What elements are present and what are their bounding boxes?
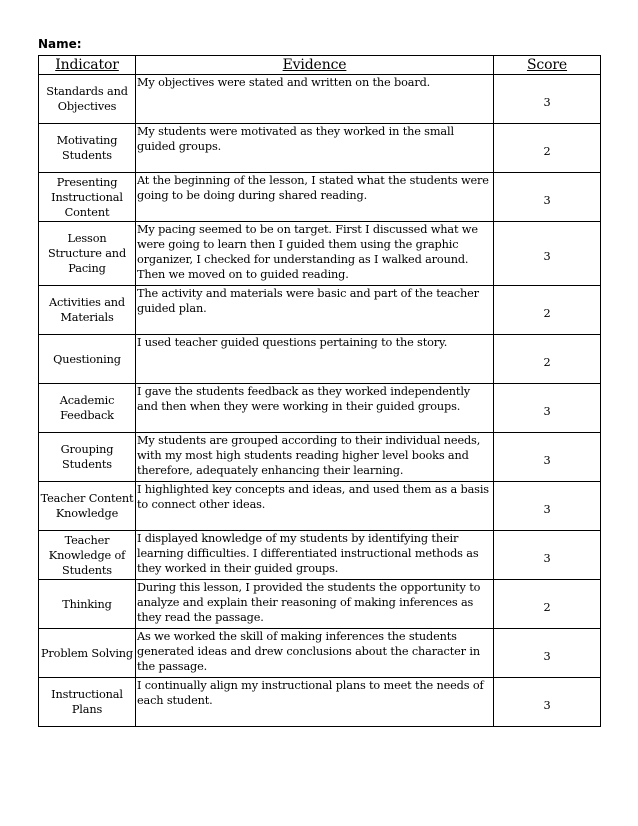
table-row [39, 482, 601, 531]
indicator-cell: Thinking [39, 580, 136, 629]
score-cell [494, 531, 601, 580]
indicator-cell: Instructional Plans [39, 678, 136, 727]
score-value: 3 [543, 95, 551, 109]
table-row [39, 629, 601, 678]
indicator-cell: Activities and Materials [39, 286, 136, 335]
score-value: 3 [543, 698, 551, 712]
evidence-cell: My objectives were stated and written on the board. [136, 75, 494, 124]
column-header-evidence: Evidence [136, 56, 494, 75]
rubric-table [38, 55, 601, 727]
score-cell [494, 580, 601, 629]
evidence-cell: At the beginning of the lesson, I stated what the students were going to be doing during shared reading. [136, 173, 494, 222]
table-row [39, 433, 601, 482]
indicator-cell: Grouping Students [39, 433, 136, 482]
evidence-cell: My students are grouped according to their individual needs, with my most high students reading higher level books and therefore, adequately enhancing their learning. [136, 433, 494, 482]
score-value: 2 [543, 306, 551, 320]
evidence-cell: I displayed knowledge of my students by identifying their learning difficulties. I differentiated instructional methods as they worked in their guided groups. [136, 531, 494, 580]
indicator-cell: Standards and Objectives [39, 75, 136, 124]
table-row [39, 286, 601, 335]
score-cell [494, 629, 601, 678]
evidence-cell: My pacing seemed to be on target. First I discussed what we were going to learn then I guided them using the graphic organizer, I checked for understanding as I walked around. Then we moved on to guided reading. [136, 222, 494, 286]
indicator-cell: Motivating Students [39, 124, 136, 173]
score-cell [494, 678, 601, 727]
evidence-cell: I used teacher guided questions pertaining to the story. [136, 335, 494, 384]
score-cell [494, 173, 601, 222]
evidence-cell: As we worked the skill of making inferences the students generated ideas and drew conclusions about the character in the passage. [136, 629, 494, 678]
name-label: Name: [38, 37, 82, 51]
table-row [39, 384, 601, 433]
score-cell [494, 286, 601, 335]
table-row [39, 580, 601, 629]
score-cell [494, 124, 601, 173]
indicator-cell: Teacher Content Knowledge [39, 482, 136, 531]
indicator-cell: Problem Solving [39, 629, 136, 678]
table-row [39, 75, 601, 124]
table-row [39, 335, 601, 384]
evidence-cell: I continually align my instructional plans to meet the needs of each student. [136, 678, 494, 727]
indicator-cell: Presenting Instructional Content [39, 173, 136, 222]
score-cell [494, 384, 601, 433]
score-value: 3 [543, 502, 551, 516]
score-value: 3 [543, 649, 551, 663]
indicator-cell: Academic Feedback [39, 384, 136, 433]
evidence-cell: I gave the students feedback as they worked independently and then when they were working in their guided groups. [136, 384, 494, 433]
column-header-indicator: Indicator [39, 56, 136, 75]
score-cell [494, 335, 601, 384]
score-cell [494, 222, 601, 286]
score-value: 3 [543, 453, 551, 467]
header-row [39, 56, 601, 75]
table-row [39, 678, 601, 727]
table-row [39, 173, 601, 222]
score-cell [494, 482, 601, 531]
evidence-cell: The activity and materials were basic and part of the teacher guided plan. [136, 286, 494, 335]
evidence-cell: My students were motivated as they worked in the small guided groups. [136, 124, 494, 173]
score-cell [494, 75, 601, 124]
score-value: 2 [543, 600, 551, 614]
score-value: 2 [543, 144, 551, 158]
table-row [39, 222, 601, 286]
score-value: 2 [543, 355, 551, 369]
indicator-cell: Teacher Knowledge of Students [39, 531, 136, 580]
column-header-score: Score [494, 56, 601, 75]
score-cell [494, 433, 601, 482]
score-value: 3 [543, 193, 551, 207]
table-row [39, 531, 601, 580]
table-row [39, 124, 601, 173]
indicator-cell: Lesson Structure and Pacing [39, 222, 136, 286]
indicator-cell: Questioning [39, 335, 136, 384]
score-value: 3 [543, 250, 551, 263]
score-value: 3 [543, 404, 551, 418]
evidence-cell: I highlighted key concepts and ideas, and used them as a basis to connect other ideas. [136, 482, 494, 531]
score-value: 3 [543, 551, 551, 565]
evidence-cell: During this lesson, I provided the students the opportunity to analyze and explain their reasoning of making inferences as they read the passage. [136, 580, 494, 629]
